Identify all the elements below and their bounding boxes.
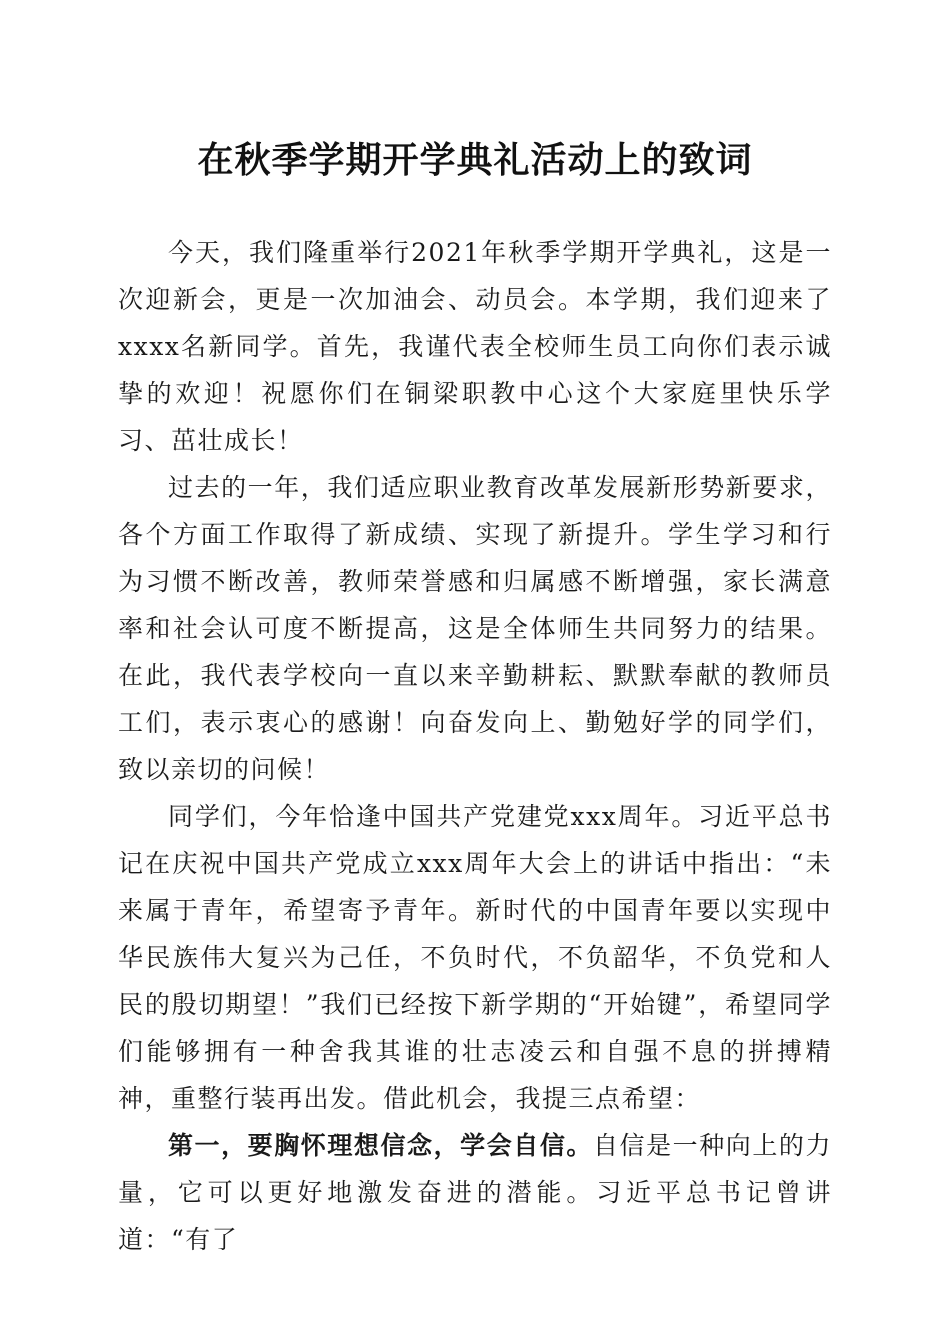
paragraph-2: 过去的一年，我们适应职业教育改革发展新形势新要求，各个方面工作取得了新成绩、实现了新提升。学生学习和行为习惯不断改善，教师荣誉感和归属感不断增强，家长满意率和社会认可度不断提高，这是全体师生共同努力的结果。在此，我代表学校向一直以来辛勤耕耘、默默奉献的教师员工们，表示衷心的感谢！向奋发向上、勤勉好学的同学们，致以亲切的问候！ [118,473,832,784]
document-title: 在秋季学期开学典礼活动上的致词 [197,139,753,181]
paragraph-3: 同学们，今年恰逢中国共产党建党xxx周年。习近平总书记在庆祝中国共产党成立xxx周年大会上的讲话中指出：“未来属于青年，希望寄予青年。新时代的中国青年要以实现中华民族伟大复兴为己任，不负时代，不负韶华，不负党和人民的殷切期望！”我们已经按下新学期的“开始键”，希望同学们能够拥有一种舍我其谁的壮志凌云和自强不息的拼搏精神，重整行装再出发。借此机会，我提三点希望： [118,802,832,1113]
paragraph-4 [118,1122,832,1263]
document-body [118,229,832,1263]
paragraph-4-text: 自信是一种向上的力量，它可以更好地激发奋进的潜能。习近平总书记曾讲道：“有了 [118,1131,832,1254]
paragraph-4-lead: 第一，要胸怀理想信念，学会自信。 [168,1131,593,1160]
paragraph-1: 今天，我们隆重举行2021年秋季学期开学典礼，这是一次迎新会，更是一次加油会、动员会。本学期，我们迎来了xxxx名新同学。首先，我谨代表全校师生员工向你们表示诚挚的欢迎！祝愿你们在铜梁职教中心这个大家庭里快乐学习、茁壮成长！ [118,238,832,455]
